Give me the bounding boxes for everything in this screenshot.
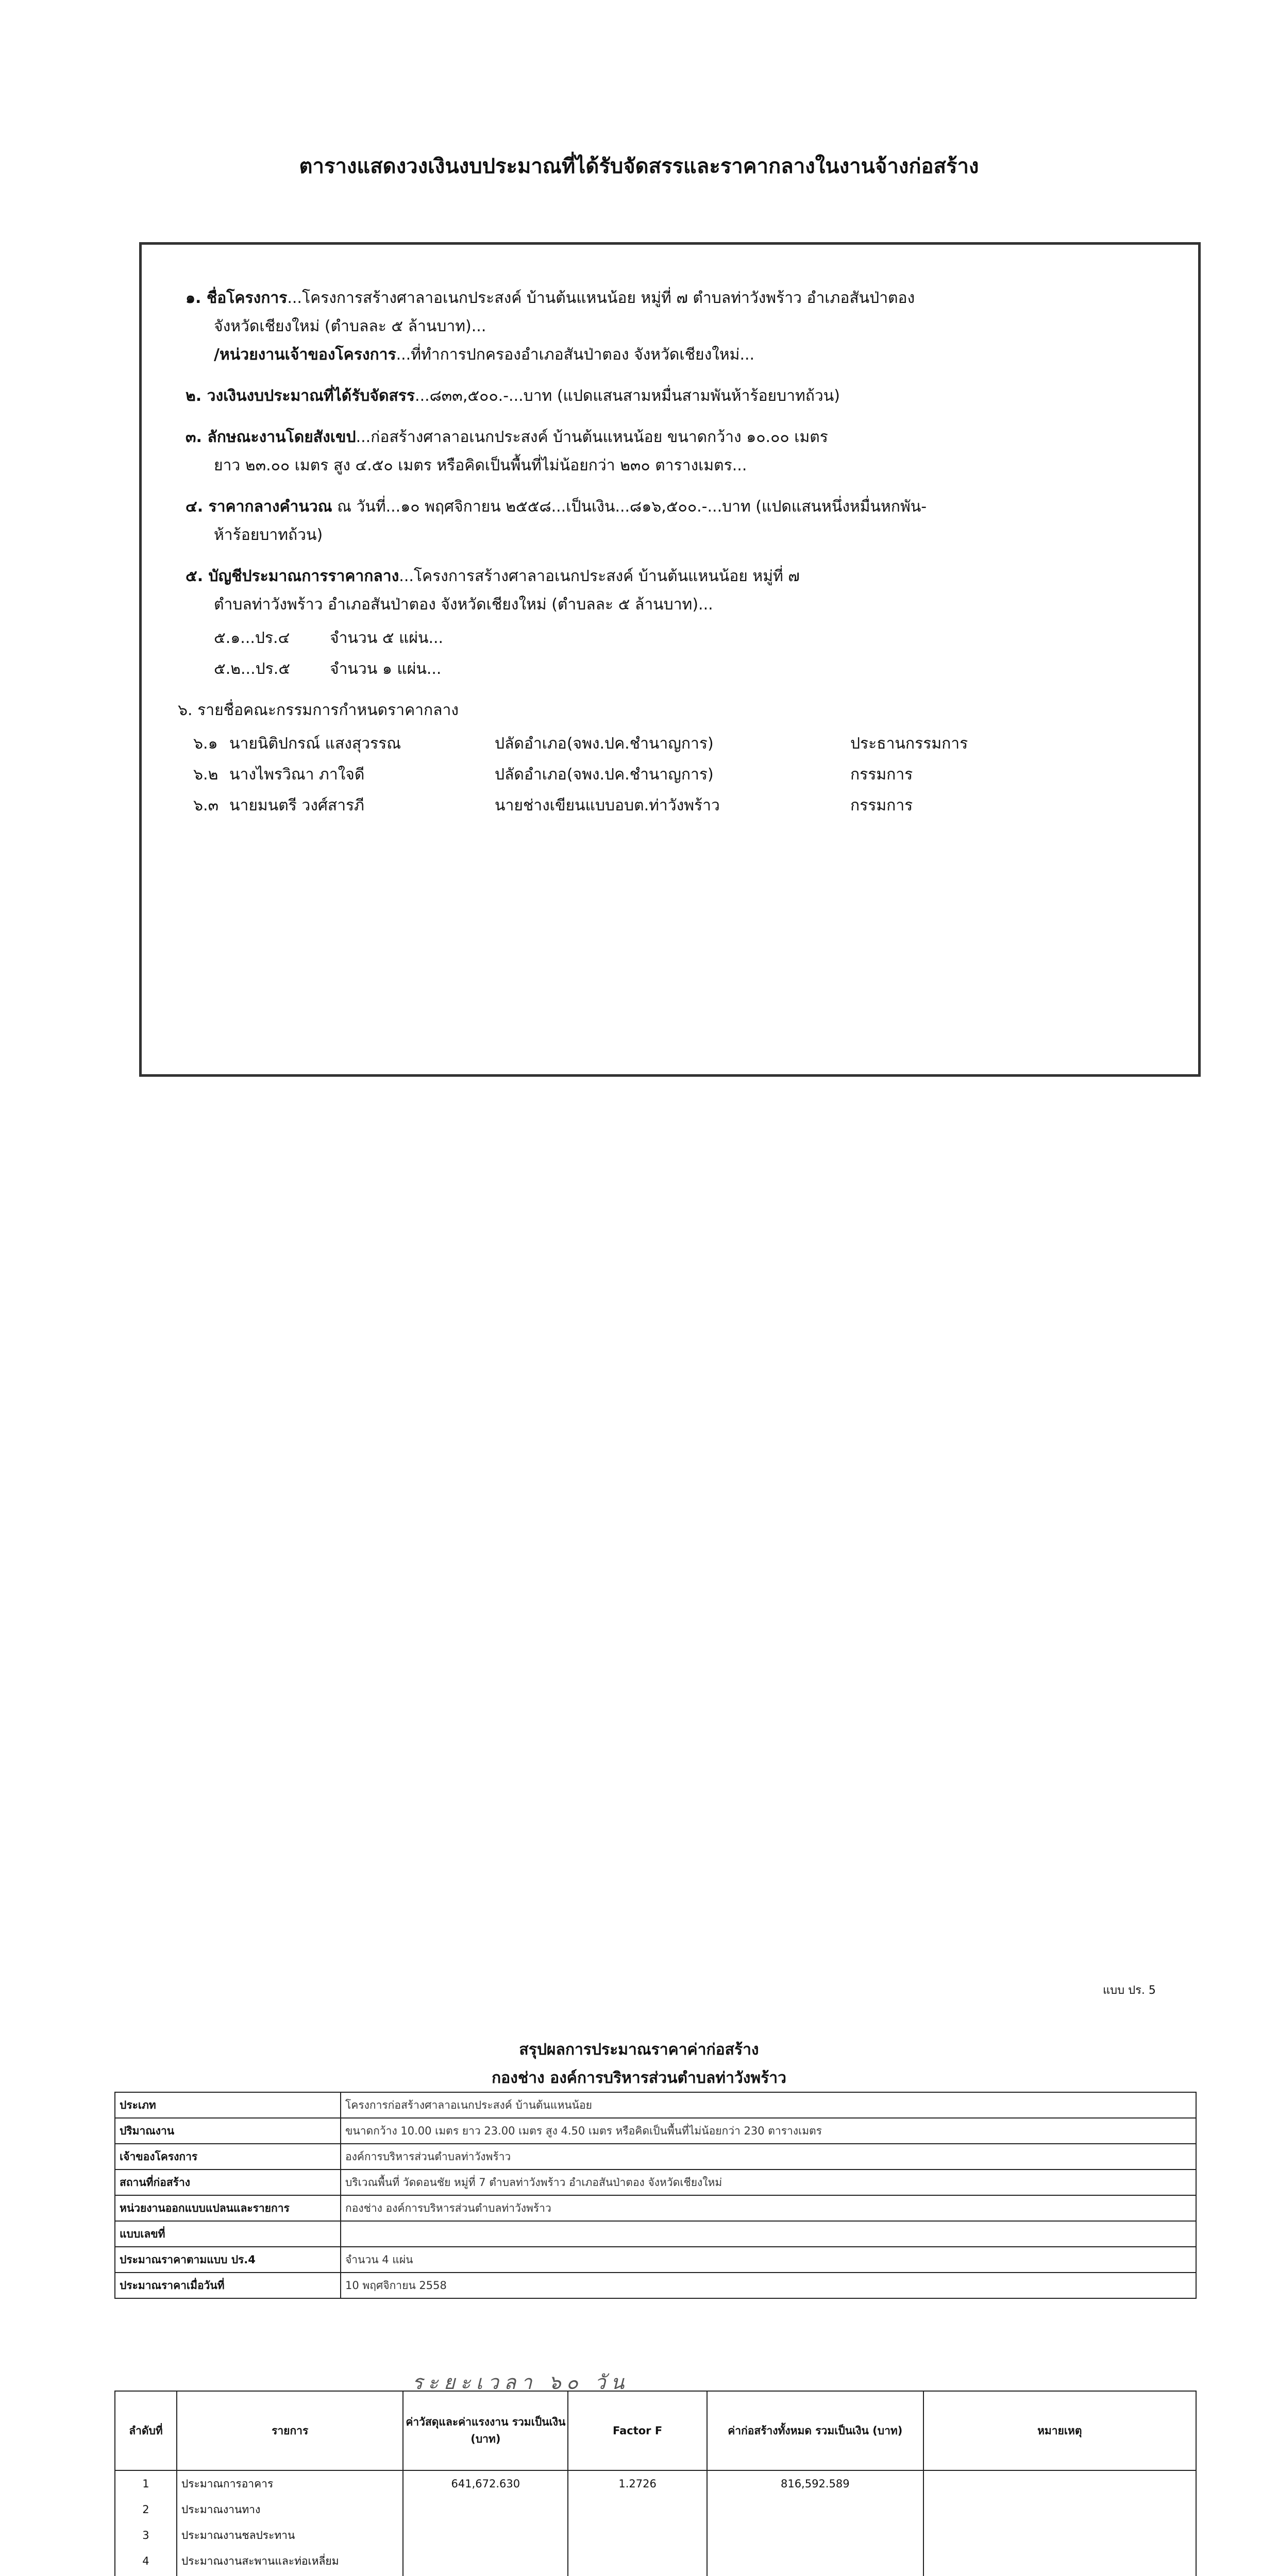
row-factor xyxy=(568,2548,707,2574)
row-total xyxy=(707,2548,923,2574)
cost-row xyxy=(115,2470,1196,2497)
row-remark xyxy=(923,2574,1196,2576)
cost-header-row xyxy=(115,2391,1196,2470)
item5-text: ...โครงการสร้างศาลาอเนกประสงค์ บ้านต้นแหนน้อย หมู่ที่ ๗ xyxy=(399,567,800,585)
row-total xyxy=(707,2497,923,2522)
committee-no: ๖.๓ xyxy=(193,796,219,815)
info-value: จำนวน 4 แผ่น xyxy=(341,2247,1196,2273)
row-factor xyxy=(568,2574,707,2576)
item1-line xyxy=(186,286,915,310)
info-value: ขนาดกว้าง 10.00 เมตร ยาว 23.00 เมตร สูง 4.50 เมตร หรือคิดเป็นพื้นที่ไม่น้อยกว่า 230 ตารางเมตร xyxy=(341,2118,1196,2144)
info-value: โครงการก่อสร้างศาลาอเนกประสงค์ บ้านต้นแหนน้อย xyxy=(341,2092,1196,2118)
committee-name: นายนิติปกรณ์ แสงสุวรรณ xyxy=(229,735,401,753)
row-no xyxy=(115,2574,177,2576)
item6-label: ๖. รายชื่อคณะกรรมการกำหนดราคากลาง xyxy=(178,701,459,719)
committee-name: นางไพรวิณา ภาใจดี xyxy=(229,766,365,784)
row-total xyxy=(707,2522,923,2548)
info-row xyxy=(115,2092,1196,2118)
row-remark xyxy=(923,2497,1196,2522)
row-remark xyxy=(923,2470,1196,2497)
info-key: สถานที่ก่อสร้าง xyxy=(115,2170,341,2195)
page1-title: ตารางแสดงวงเงินงบประมาณที่ได้รับจัดสรรและราคากลางในงานจ้างก่อสร้าง xyxy=(299,155,979,178)
info-row xyxy=(115,2221,1196,2247)
row-item: ประมาณงานทาง xyxy=(177,2497,403,2522)
row-factor xyxy=(568,2522,707,2548)
item5-1-qty: จำนวน ๕ แผ่น... xyxy=(330,629,444,647)
cost-row xyxy=(115,2548,1196,2574)
form-code: แบบ ปร. 5 xyxy=(1103,1984,1156,1997)
info-key: ประมาณราคาเมื่อวันที่ xyxy=(115,2273,341,2298)
item5-label: ๕. บัญชีประมาณการราคากลาง xyxy=(186,567,399,585)
info-value: องค์การบริหารส่วนตำบลท่าวังพร้าว xyxy=(341,2144,1196,2170)
row-material xyxy=(403,2497,568,2522)
item4-text: ณ วันที่...๑๐ พฤศจิกายน ๒๕๕๘...เป็นเงิน...๘๑๖,๕๐๐.-...บาท (แปดแสนหนึ่งหมื่นหกพัน- xyxy=(332,498,927,516)
info-value: บริเวณพื้นที่ วัดดอนชัย หมู่ที่ 7 ตำบลท่าวังพร้าว อำเภอสันป่าตอง จังหวัดเชียงใหม่ xyxy=(341,2170,1196,2195)
item1-sub-line xyxy=(214,343,754,367)
info-value: กองช่าง องค์การบริหารส่วนตำบลท่าวังพร้าว xyxy=(341,2195,1196,2221)
page2-title: สรุปผลการประมาณราคาค่าก่อสร้าง xyxy=(519,2041,759,2059)
item5-2-code: ๕.๒...ปร.๕ xyxy=(214,660,291,678)
row-item: ประมาณงานชลประทาน xyxy=(177,2522,403,2548)
item3-label: ๓. ลักษณะงานโดยสังเขป xyxy=(186,428,356,446)
info-row xyxy=(115,2195,1196,2221)
header-material: ค่าวัสดุและค่าแรงงาน รวมเป็นเงิน (บาท) xyxy=(403,2391,568,2470)
info-row xyxy=(115,2273,1196,2298)
committee-role: กรรมการ xyxy=(850,796,913,815)
item1-sub-label: /หน่วยงานเจ้าของโครงการ xyxy=(214,346,396,364)
info-key: หน่วยงานออกแบบแปลนและรายการ xyxy=(115,2195,341,2221)
info-row xyxy=(115,2170,1196,2195)
item4-line xyxy=(186,495,927,519)
row-remark xyxy=(923,2548,1196,2574)
item3-text: ...ก่อสร้างศาลาอเนกประสงค์ บ้านต้นแหนน้อย ขนาดกว้าง ๑๐.๐๐ เมตร xyxy=(356,428,828,446)
row-total: 816,592.589 xyxy=(707,2470,923,2497)
page1-frame xyxy=(139,242,1201,1077)
info-key: แบบเลขที่ xyxy=(115,2221,341,2247)
info-row xyxy=(115,2118,1196,2144)
item2-label: ๒. วงเงินงบประมาณที่ได้รับจัดสรร xyxy=(186,387,415,405)
item5-cont: ตำบลท่าวังพร้าว อำเภอสันป่าตอง จังหวัดเชียงใหม่ (ตำบลละ ๕ ล้านบาท)... xyxy=(214,596,713,614)
committee-role: ประธานกรรมการ xyxy=(850,735,968,753)
committee-position: ปลัดอำเภอ(จพง.ปค.ชำนาญการ) xyxy=(495,735,714,753)
row-factor xyxy=(568,2497,707,2522)
header-remark: หมายเหตุ xyxy=(923,2391,1196,2470)
project-info-table xyxy=(114,2092,1197,2299)
item5-2-qty: จำนวน ๑ แผ่น... xyxy=(330,660,442,678)
committee-role: กรรมการ xyxy=(850,766,913,784)
committee-position: ปลัดอำเภอ(จพง.ปค.ชำนาญการ) xyxy=(495,766,714,784)
header-item: รายการ xyxy=(177,2391,403,2470)
cost-row xyxy=(115,2574,1196,2576)
row-material xyxy=(403,2548,568,2574)
item1-sub-text: ...ที่ทำการปกครองอำเภอสันป่าตอง จังหวัดเชียงใหม่... xyxy=(396,346,755,364)
row-item: ประมาณการอาคาร xyxy=(177,2470,403,2497)
item1-label: ๑. ชื่อโครงการ xyxy=(186,289,288,307)
row-factor: 1.2726 xyxy=(568,2470,707,2497)
committee-name: นายมนตรี วงศ์สารภี xyxy=(229,796,364,815)
info-key: ประเภท xyxy=(115,2092,341,2118)
cost-row xyxy=(115,2522,1196,2548)
row-remark xyxy=(923,2522,1196,2548)
info-key: ประมาณราคาตามแบบ ปร.4 xyxy=(115,2247,341,2273)
row-no: 4 xyxy=(115,2548,177,2574)
cost-row xyxy=(115,2497,1196,2522)
row-material: 641,672.630 xyxy=(403,2470,568,2497)
info-value xyxy=(341,2221,1196,2247)
row-material xyxy=(403,2522,568,2548)
page2-subtitle: กองช่าง องค์การบริหารส่วนตำบลท่าวังพร้าว xyxy=(492,2069,786,2087)
info-value: 10 พฤศจิกายน 2558 xyxy=(341,2273,1196,2298)
info-key: เจ้าของโครงการ xyxy=(115,2144,341,2170)
row-item: ประมาณงานสะพานและท่อเหลี่ยม xyxy=(177,2548,403,2574)
item4-label: ๔. ราคากลางคำนวณ xyxy=(186,498,332,516)
item4-cont: ห้าร้อยบาทถ้วน) xyxy=(214,526,323,544)
info-row xyxy=(115,2144,1196,2170)
header-total: ค่าก่อสร้างทั้งหมด รวมเป็นเงิน (บาท) xyxy=(707,2391,923,2470)
row-no: 3 xyxy=(115,2522,177,2548)
info-row xyxy=(115,2247,1196,2273)
item2-line xyxy=(186,384,840,408)
row-item xyxy=(177,2574,403,2576)
committee-no: ๖.๒ xyxy=(193,766,218,784)
item5-line xyxy=(186,564,800,588)
row-total xyxy=(707,2574,923,2576)
row-no: 2 xyxy=(115,2497,177,2522)
header-factor: Factor F xyxy=(568,2391,707,2470)
item5-1-code: ๕.๑...ปร.๔ xyxy=(214,629,290,647)
row-no: 1 xyxy=(115,2470,177,2497)
committee-no: ๖.๑ xyxy=(193,735,218,753)
committee-position: นายช่างเขียนแบบอบต.ท่าวังพร้าว xyxy=(495,796,720,815)
row-material xyxy=(403,2574,568,2576)
item1-text: ...โครงการสร้างศาลาอเนกประสงค์ บ้านต้นแหนน้อย หมู่ที่ ๗ ตำบลท่าวังพร้าว อำเภอสันป่าตอง xyxy=(287,289,915,307)
header-no: ลำดับที่ xyxy=(115,2391,177,2470)
item3-line xyxy=(186,425,828,449)
handwritten-duration-note: ระยะเวลา ๖๐ วัน xyxy=(412,2371,630,2394)
item3-cont: ยาว ๒๓.๐๐ เมตร สูง ๔.๕๐ เมตร หรือคิดเป็นพื้นที่ไม่น้อยกว่า ๒๓๐ ตารางเมตร... xyxy=(214,456,747,474)
info-key: ปริมาณงาน xyxy=(115,2118,341,2144)
cost-summary-table xyxy=(114,2391,1197,2576)
item2-text: ...๘๓๓,๕๐๐.-...บาท (แปดแสนสามหมื่นสามพันห้าร้อยบาทถ้วน) xyxy=(415,387,840,405)
item1-cont: จังหวัดเชียงใหม่ (ตำบลละ ๕ ล้านบาท)... xyxy=(214,317,486,335)
